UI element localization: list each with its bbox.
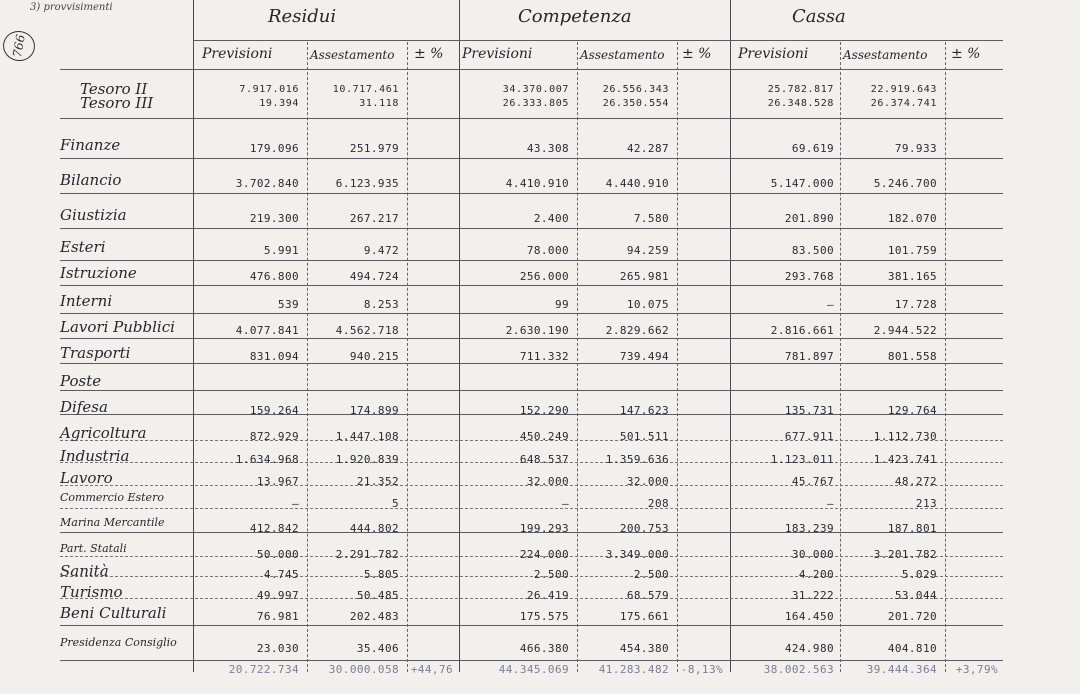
col-head-variation: ± % xyxy=(414,46,444,62)
row-label: Esteri xyxy=(60,238,106,256)
row-label: Difesa xyxy=(60,398,108,416)
cell-value: 476.800 xyxy=(249,270,299,283)
cell-value: 34.370.007 xyxy=(502,84,569,95)
cell-value: 35.406 xyxy=(356,642,399,655)
cell-value: 4.410.910 xyxy=(505,177,569,190)
cell-value: 53.044 xyxy=(894,589,937,602)
row-label: Finanze xyxy=(60,136,121,154)
row-rule xyxy=(60,390,1003,391)
cell-value: 26.556.343 xyxy=(602,84,669,95)
cell-value: 6.123.935 xyxy=(335,177,399,190)
row-label: Interni xyxy=(60,292,113,310)
col-head-previsioni: Previsioni xyxy=(202,46,273,62)
cell-value: 21.352 xyxy=(356,475,399,488)
cell-value: 5.805 xyxy=(363,568,399,581)
cell-value: 30.000 xyxy=(791,548,834,561)
cell-value: 99 xyxy=(554,298,569,311)
cell-value: 10.717.461 xyxy=(332,84,399,95)
cell-value: 202.483 xyxy=(349,610,399,623)
col-head-previsioni: Previsioni xyxy=(738,46,809,62)
cell-value: — xyxy=(826,497,834,510)
cell-value: 175.661 xyxy=(619,610,669,623)
cell-value: 2.829.662 xyxy=(605,324,669,337)
cell-value: 23.030 xyxy=(256,642,299,655)
cell-value: 213 xyxy=(915,497,937,510)
col-head-variation: ± % xyxy=(682,46,712,62)
cell-value: 101.759 xyxy=(887,244,937,257)
row-label: Tesoro II xyxy=(80,80,148,98)
cell-value: 78.000 xyxy=(526,244,569,257)
cell-value: 781.897 xyxy=(784,350,834,363)
cell-value: 45.767 xyxy=(791,475,834,488)
cell-value: 83.500 xyxy=(791,244,834,257)
cell-value: 159.264 xyxy=(249,404,299,417)
row-label: Sanità xyxy=(60,562,109,580)
cell-value: 2.400 xyxy=(533,212,569,225)
total-value: 39.444.364 xyxy=(866,663,937,676)
row-rule xyxy=(60,118,1003,119)
cell-value: 3.201.782 xyxy=(873,548,937,561)
col-head-assestamento: Assestamento xyxy=(843,48,928,62)
cell-value: 79.933 xyxy=(894,142,937,155)
cell-value: 1.123.011 xyxy=(770,453,834,466)
header-rule xyxy=(193,40,1003,41)
cell-value: 26.419 xyxy=(526,589,569,602)
row-label: Bilancio xyxy=(60,171,122,189)
row-label: Agricoltura xyxy=(60,424,147,442)
cell-value: 147.623 xyxy=(619,404,669,417)
total-value: +44,76 xyxy=(410,663,453,676)
cell-value: 174.899 xyxy=(349,404,399,417)
cell-value: 68.579 xyxy=(626,589,669,602)
column-rule xyxy=(677,42,678,672)
row-label: Trasporti xyxy=(60,344,131,362)
cell-value: 1.634.968 xyxy=(235,453,299,466)
row-label: Marina Mercantile xyxy=(60,516,165,529)
row-label: Turismo xyxy=(60,583,123,601)
row-label: Part. Statali xyxy=(60,542,127,555)
cell-value: 201.890 xyxy=(784,212,834,225)
cell-value: 2.500 xyxy=(633,568,669,581)
cell-value: 677.911 xyxy=(784,430,834,443)
corner-label: 3) provvisimenti xyxy=(30,2,113,13)
cell-value: 22.919.643 xyxy=(870,84,937,95)
row-label: Istruzione xyxy=(60,264,137,282)
cell-value: 2.500 xyxy=(533,568,569,581)
row-label: Tesoro III xyxy=(80,94,154,112)
cell-value: 1.112.730 xyxy=(873,430,937,443)
cell-value: 76.981 xyxy=(256,610,299,623)
cell-value: 2.816.661 xyxy=(770,324,834,337)
row-rule xyxy=(60,158,1003,159)
cell-value: 187.801 xyxy=(887,522,937,535)
cell-value: 208 xyxy=(647,497,669,510)
cell-value: 31.118 xyxy=(359,98,399,109)
cell-value: 3.349.000 xyxy=(605,548,669,561)
total-value: 41.283.482 xyxy=(598,663,669,676)
row-label: Giustizia xyxy=(60,206,127,224)
group-title-competenza: Competenza xyxy=(518,6,632,27)
cell-value: 5.991 xyxy=(263,244,299,257)
cell-value: 3.702.840 xyxy=(235,177,299,190)
cell-value: 25.782.817 xyxy=(767,84,834,95)
cell-value: 831.094 xyxy=(249,350,299,363)
cell-value: 424.980 xyxy=(784,642,834,655)
group-title-residui: Residui xyxy=(268,6,337,27)
row-rule xyxy=(60,285,1003,286)
cell-value: 454.380 xyxy=(619,642,669,655)
cell-value: 2.944.522 xyxy=(873,324,937,337)
row-label: Lavoro xyxy=(60,469,113,487)
cell-value: 4.745 xyxy=(263,568,299,581)
cell-value: 711.332 xyxy=(519,350,569,363)
cell-value: 201.720 xyxy=(887,610,937,623)
cell-value: 1.447.108 xyxy=(335,430,399,443)
cell-value: 2.291.782 xyxy=(335,548,399,561)
cell-value: 199.293 xyxy=(519,522,569,535)
cell-value: 251.979 xyxy=(349,142,399,155)
cell-value: 32.000 xyxy=(626,475,669,488)
row-rule xyxy=(60,260,1003,261)
cell-value: 135.731 xyxy=(784,404,834,417)
row-label: Commercio Estero xyxy=(60,491,164,504)
col-head-variation: ± % xyxy=(951,46,981,62)
row-label: Lavori Pubblici xyxy=(60,318,175,336)
cell-value: — xyxy=(826,298,834,311)
cell-value: 450.249 xyxy=(519,430,569,443)
cell-value: 444.802 xyxy=(349,522,399,535)
header-rule xyxy=(60,69,1003,70)
cell-value: 1.359.636 xyxy=(605,453,669,466)
cell-value: 94.259 xyxy=(626,244,669,257)
cell-value: 1.423.741 xyxy=(873,453,937,466)
row-label: Beni Culturali xyxy=(60,604,167,622)
column-rule xyxy=(407,42,408,672)
total-value: 38.002.563 xyxy=(763,663,834,676)
cell-value: 1.920.839 xyxy=(335,453,399,466)
cell-value: 219.300 xyxy=(249,212,299,225)
cell-value: 7.917.016 xyxy=(239,84,299,95)
cell-value: 179.096 xyxy=(249,142,299,155)
cell-value: 5 xyxy=(391,497,399,510)
cell-value: 152.290 xyxy=(519,404,569,417)
row-label: Industria xyxy=(60,447,130,465)
cell-value: 5.147.000 xyxy=(770,177,834,190)
cell-value: 293.768 xyxy=(784,270,834,283)
cell-value: 50.485 xyxy=(356,589,399,602)
cell-value: 466.380 xyxy=(519,642,569,655)
cell-value: — xyxy=(291,497,299,510)
cell-value: 539 xyxy=(277,298,299,311)
row-rule xyxy=(60,363,1003,364)
cell-value: 182.070 xyxy=(887,212,937,225)
cell-value: 412.842 xyxy=(249,522,299,535)
cell-value: 13.967 xyxy=(256,475,299,488)
row-rule xyxy=(60,625,1003,626)
cell-value: 2.630.190 xyxy=(505,324,569,337)
total-value: 30.000.058 xyxy=(328,663,399,676)
cell-value: 872.929 xyxy=(249,430,299,443)
cell-value: 7.580 xyxy=(633,212,669,225)
cell-value: 49.997 xyxy=(256,589,299,602)
cell-value: 648.537 xyxy=(519,453,569,466)
cell-value: 43.308 xyxy=(526,142,569,155)
cell-value: 381.165 xyxy=(887,270,937,283)
cell-value: 183.239 xyxy=(784,522,834,535)
total-value: +3,79% xyxy=(955,663,998,676)
cell-value: 17.728 xyxy=(894,298,937,311)
cell-value: 200.753 xyxy=(619,522,669,535)
cell-value: 501.511 xyxy=(619,430,669,443)
cell-value: 256.000 xyxy=(519,270,569,283)
cell-value: 26.348.528 xyxy=(767,98,834,109)
cell-value: — xyxy=(561,497,569,510)
page-number-stamp: 766 xyxy=(1,28,38,63)
col-head-previsioni: Previsioni xyxy=(462,46,533,62)
col-head-assestamento: Assestamento xyxy=(580,48,665,62)
row-label: Presidenza Consiglio xyxy=(60,636,177,649)
cell-value: 10.075 xyxy=(626,298,669,311)
cell-value: 940.215 xyxy=(349,350,399,363)
cell-value: 26.333.805 xyxy=(502,98,569,109)
cell-value: 19.394 xyxy=(259,98,299,109)
group-title-cassa: Cassa xyxy=(792,6,846,27)
cell-value: 267.217 xyxy=(349,212,399,225)
row-rule xyxy=(60,660,1003,661)
cell-value: 494.724 xyxy=(349,270,399,283)
cell-value: 4.440.910 xyxy=(605,177,669,190)
col-head-assestamento: Assestamento xyxy=(310,48,395,62)
cell-value: 5.246.700 xyxy=(873,177,937,190)
cell-value: 129.764 xyxy=(887,404,937,417)
cell-value: 164.450 xyxy=(784,610,834,623)
cell-value: 4.077.841 xyxy=(235,324,299,337)
cell-value: 32.000 xyxy=(526,475,569,488)
total-value: 20.722.734 xyxy=(228,663,299,676)
cell-value: 9.472 xyxy=(363,244,399,257)
cell-value: 801.558 xyxy=(887,350,937,363)
row-rule xyxy=(60,338,1003,339)
row-rule xyxy=(60,193,1003,194)
cell-value: 4.562.718 xyxy=(335,324,399,337)
cell-value: 404.810 xyxy=(887,642,937,655)
cell-value: 31.222 xyxy=(791,589,834,602)
cell-value: 4.200 xyxy=(798,568,834,581)
cell-value: 739.494 xyxy=(619,350,669,363)
cell-value: 5.029 xyxy=(901,568,937,581)
row-label: Poste xyxy=(60,372,102,390)
cell-value: 26.350.554 xyxy=(602,98,669,109)
cell-value: 265.981 xyxy=(619,270,669,283)
cell-value: 175.575 xyxy=(519,610,569,623)
cell-value: 8.253 xyxy=(363,298,399,311)
total-value: -8,13% xyxy=(680,663,723,676)
cell-value: 50.000 xyxy=(256,548,299,561)
cell-value: 224.000 xyxy=(519,548,569,561)
column-rule xyxy=(945,42,946,672)
total-value: 44.345.069 xyxy=(498,663,569,676)
row-rule xyxy=(60,228,1003,229)
cell-value: 48.272 xyxy=(894,475,937,488)
cell-value: 42.287 xyxy=(626,142,669,155)
cell-value: 69.619 xyxy=(791,142,834,155)
cell-value: 26.374.741 xyxy=(870,98,937,109)
row-rule xyxy=(60,313,1003,314)
